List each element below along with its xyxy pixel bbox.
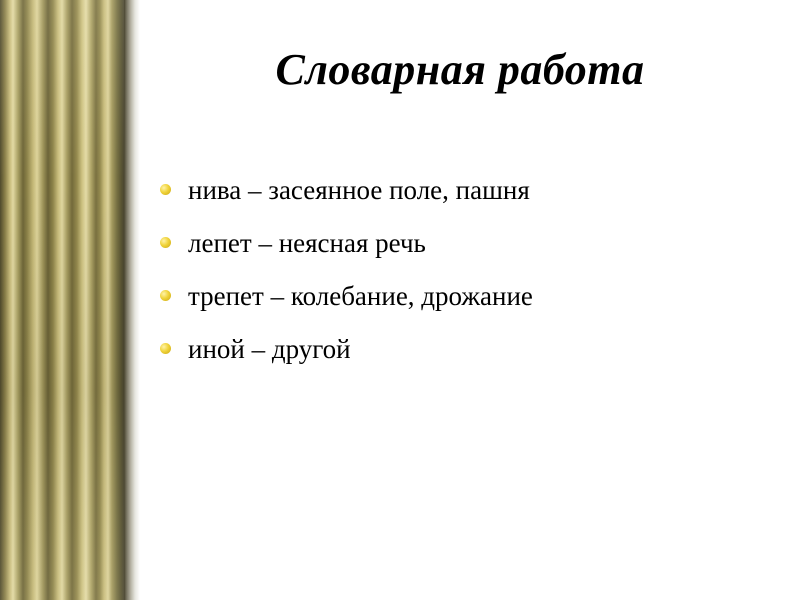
list-item-text: трепет – колебание, дрожание xyxy=(188,281,533,311)
list-item-text: лепет – неясная речь xyxy=(188,228,426,258)
bullet-icon xyxy=(160,237,171,248)
list-item-text: нива – засеянное поле, пашня xyxy=(188,175,530,205)
bullet-icon xyxy=(160,290,171,301)
bullet-icon xyxy=(160,184,171,195)
slide-title: Словарная работа xyxy=(275,45,645,94)
list-item xyxy=(160,225,533,278)
list-item xyxy=(160,172,533,225)
bullet-icon xyxy=(160,343,171,354)
list-item xyxy=(160,278,533,331)
column-shine xyxy=(0,0,124,600)
vocabulary-list xyxy=(160,172,533,384)
list-item-text: иной – другой xyxy=(188,334,351,364)
list-item xyxy=(160,331,533,384)
